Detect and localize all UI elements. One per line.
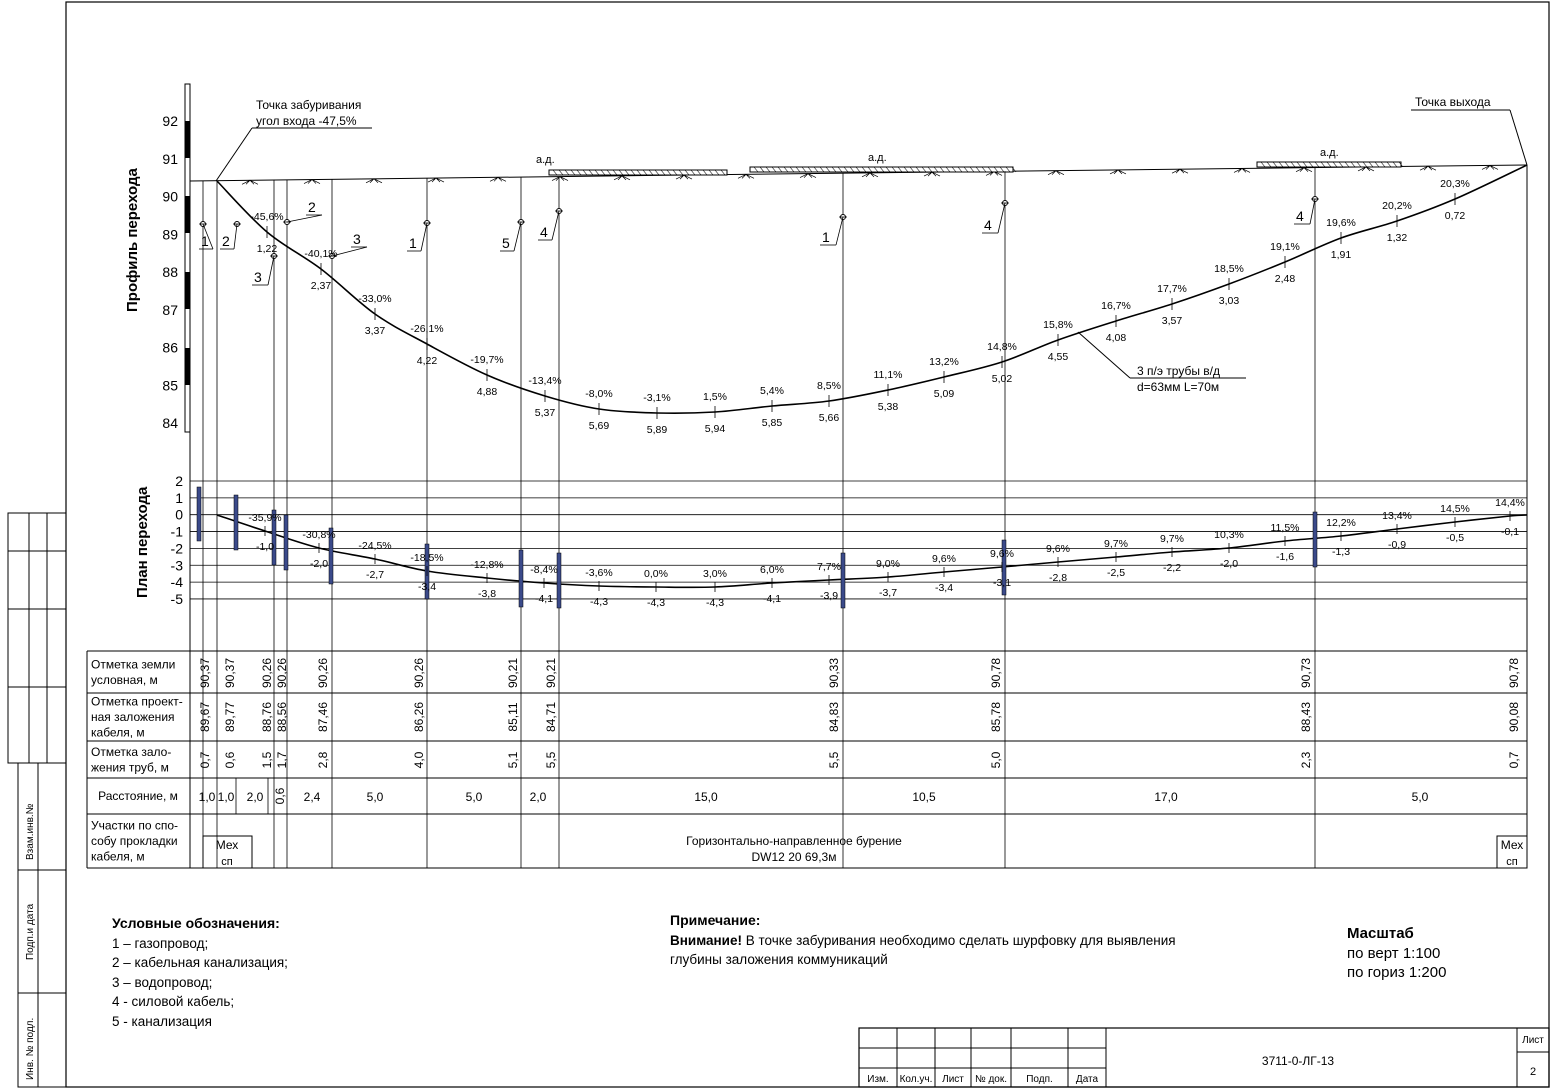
utility-markers [199, 197, 1319, 286]
data-table [87, 84, 1527, 868]
plan-slope-label: -35,9% [248, 512, 282, 524]
plan-offset-label: -2,5 [1106, 567, 1126, 579]
utility-marker-label: 2 [308, 199, 316, 215]
plan-offset-label: -2,2 [1162, 562, 1182, 574]
profile-slope-label: 19,1% [1270, 241, 1300, 253]
side-stamp-replace: Взам.инв.№ [25, 803, 36, 860]
profile-slope-label: 11,1% [873, 369, 903, 381]
utility-marker-label: 1 [201, 233, 209, 249]
profile-slope-label: 18,5% [1214, 263, 1244, 275]
ground-mark: 90,73 [1299, 657, 1313, 689]
note-body [670, 931, 1190, 970]
plan-y-tick: 0 [175, 506, 183, 523]
plan-slope-label: 10,3% [1214, 529, 1244, 541]
row-header-label: Расстояние, м [98, 789, 178, 803]
profile-depth-label: 1,22 [256, 243, 278, 255]
profile-slope-label: 13,2% [929, 356, 959, 368]
distance-value: 0,6 [273, 787, 287, 805]
profile-y-tick: 88 [162, 264, 178, 280]
plan-slope-label: 14,4% [1495, 497, 1525, 509]
method-row [203, 834, 1527, 868]
plan-slope-label: -12,8% [470, 559, 504, 571]
mech-label: Мех [1500, 838, 1524, 852]
profile-depth-label: 0,72 [1444, 210, 1466, 222]
plan-slope-label: 9,7% [1160, 533, 1184, 545]
ground-mark: 90,37 [223, 657, 237, 689]
plan-y-tick: 1 [175, 489, 183, 506]
section-lines [203, 168, 1315, 868]
profile-y-tick: 89 [162, 226, 178, 243]
profile-depth-label: 2,37 [310, 280, 332, 292]
plan-offset-label: -4,3 [589, 596, 609, 608]
profile-slope-label: -8,0% [585, 388, 613, 400]
mech-label-2: сп [221, 856, 233, 868]
road-label: а.д. [536, 154, 555, 166]
distance-value: 15,0 [694, 790, 718, 804]
profile-depth-label: 5,94 [704, 423, 726, 435]
plan-offset-label: -3,7 [878, 587, 898, 599]
stamp-col-label: Дата [1075, 1074, 1099, 1085]
profile-slope-label: -3,1% [643, 392, 671, 404]
plan-offset-label: -4,3 [646, 597, 666, 609]
pipe-depth: 5,0 [989, 751, 1003, 769]
side-stamp [8, 513, 66, 1087]
plan-offset-label: -3,4 [417, 581, 437, 593]
utility-marker-label: 5 [502, 235, 510, 251]
distance-value: 2,4 [303, 790, 321, 804]
profile-y-tick: 90 [162, 188, 178, 205]
plan-slope-label: 6,0% [760, 564, 784, 576]
distance-value: 10,5 [912, 790, 936, 804]
plan-offset-label: -0,1 [1500, 526, 1520, 538]
legend-title: Условные обозначения: [112, 915, 280, 931]
plan-offset-label: -2,8 [1048, 572, 1068, 584]
legend-item: 4 - силовой кабель; [112, 994, 235, 1009]
plan-offset-label: -4,1 [534, 593, 554, 605]
ground-mark: 90,21 [544, 657, 558, 689]
utility-marker-label: 3 [254, 269, 262, 285]
pipe-callout [1078, 332, 1246, 394]
pipe-depth: 2,8 [316, 751, 330, 769]
profile-depth-label: 3,03 [1218, 295, 1240, 307]
utility-marker-label: 2 [222, 233, 230, 249]
plan-y-tick: -3 [170, 557, 183, 574]
ground-mark: 90,37 [198, 657, 212, 689]
plan-offset-label: -3,8 [477, 588, 497, 600]
profile-y-tick: 91 [162, 150, 178, 167]
profile-y-tick: 85 [162, 377, 178, 394]
profile-y-tick: 87 [162, 301, 178, 318]
pipe-depth: 4,0 [412, 751, 426, 769]
profile-points [250, 178, 1470, 436]
cable-mark: 89,67 [198, 701, 212, 733]
pipe-depth: 0,7 [198, 751, 212, 769]
plan-slope-label: -30,8% [302, 529, 336, 541]
note [670, 911, 1190, 970]
utility-marker-label: 4 [540, 224, 548, 240]
plan-offset-label: -3,1 [992, 577, 1012, 589]
profile-depth-label: 3,57 [1161, 315, 1183, 327]
profile-depth-label: 5,37 [534, 407, 556, 419]
plan-slope-label: 9,7% [1104, 538, 1128, 550]
plan-y-tick: -5 [170, 590, 183, 607]
ground-mark: 90,26 [316, 657, 330, 689]
profile-depth-label: 5,85 [761, 417, 783, 429]
plan-slope-label: 9,6% [1046, 543, 1070, 555]
profile-slope-label: 17,7% [1157, 283, 1187, 295]
pipe-depth: 5,5 [827, 751, 841, 769]
plan-axis-title: План перехода [134, 486, 151, 598]
profile-depth-label: 4,88 [476, 386, 498, 398]
cable-mark: 90,08 [1507, 701, 1521, 733]
utility-marker-label: 4 [1296, 208, 1304, 224]
note-attention: Внимание! [670, 932, 742, 948]
profile-slope-label: 15,8% [1043, 319, 1073, 331]
profile-scale-bar [185, 84, 190, 432]
plan-slope-label: 11,5% [1270, 522, 1300, 534]
sheet-label: Лист [1522, 1035, 1544, 1046]
profile-slope-label: -26,1% [410, 323, 444, 335]
row-header-label: собу прокладки [91, 834, 178, 848]
cable-mark: 84,71 [544, 701, 558, 733]
ground-mark: 90,78 [989, 657, 1003, 689]
title-block [859, 1028, 1549, 1087]
cable-mark: 86,26 [412, 701, 426, 733]
stamp-col-label: Лист [942, 1074, 964, 1085]
stamp-col-label: Кол.уч. [899, 1074, 933, 1085]
legend-item: 3 – водопровод; [112, 974, 213, 990]
plan-offset-label: -0,5 [1445, 532, 1465, 544]
plan-y-tick: -2 [170, 540, 183, 557]
road-label: а.д. [868, 152, 887, 164]
mech-label: Мех [215, 838, 239, 852]
plan-offset-label: -0,9 [1387, 539, 1407, 551]
profile-slope-label: 20,3% [1440, 178, 1470, 190]
plan-offset-label: -3,9 [819, 590, 839, 602]
stamp-col-label: Изм. [867, 1074, 889, 1085]
row-header-label: кабеля, м [91, 725, 145, 740]
row-header-label: Отметка проект- [91, 694, 183, 709]
exit-label: Точка выхода [1415, 95, 1491, 109]
ground-mark: 90,26 [412, 657, 426, 689]
plan-y-tick: -1 [170, 523, 183, 540]
profile-slope-label: 16,7% [1101, 300, 1131, 312]
ground-mark: 90,78 [1507, 657, 1521, 689]
distance-value: 2,0 [529, 790, 547, 804]
plan-slope-label: -24,5% [358, 540, 392, 552]
cable-mark: 87,46 [316, 701, 330, 733]
cable-mark: 88,56 [275, 701, 289, 733]
row-header-label: ная заложения [91, 710, 175, 724]
roads [536, 147, 1403, 175]
plan-slope-label: -3,6% [585, 567, 613, 579]
cable-mark: 88,43 [1299, 701, 1313, 733]
hdd-machine-label: DW12 20 69,3м [751, 850, 837, 864]
profile-slope-label: 5,4% [760, 385, 784, 397]
plan-slope-label: 3,0% [703, 568, 727, 580]
distance-value: 2,0 [246, 790, 264, 804]
legend [112, 914, 288, 1031]
plan-y-tick: 2 [175, 473, 183, 489]
plan-slope-label: 7,7% [817, 561, 841, 573]
profile-depth-label: 4,55 [1047, 351, 1069, 363]
plan-slope-label: 9,6% [932, 553, 956, 565]
legend-item: 2 – кабельная канализация; [112, 955, 288, 970]
pipe-depth: 1,5 [260, 751, 274, 769]
pipe-label-1: 3 п/э трубы в/д [1137, 364, 1221, 378]
plan-offset-label: -2,7 [365, 569, 385, 581]
profile-depth-label: 5,38 [877, 401, 899, 413]
plan-slope-label: 9,0% [876, 558, 900, 570]
plan-offset-label: -2,0 [1219, 558, 1239, 570]
profile-slope-label: -33,0% [358, 293, 392, 305]
pipe-depth: 5,5 [544, 751, 558, 769]
profile-slope-label: 20,2% [1382, 200, 1412, 212]
profile-slope-label: 8,5% [817, 380, 841, 392]
plan-offset-label: -3,4 [934, 582, 954, 594]
pipe-label-2: d=63мм L=70м [1137, 380, 1220, 394]
row-header-label: жения труб, м [91, 760, 169, 775]
note-title: Примечание: [670, 912, 761, 928]
mech-label-2: сп [1506, 856, 1518, 868]
cable-mark: 84,83 [827, 701, 841, 733]
distance-value: 17,0 [1154, 790, 1178, 804]
plan-slope-label: 12,2% [1326, 517, 1356, 529]
profile-depth-label: 5,09 [933, 388, 955, 400]
plan-y-tick: -4 [170, 574, 183, 591]
profile-depth-label: 1,91 [1330, 249, 1352, 261]
legend-item: 1 – газопровод; [112, 935, 209, 951]
plan-offset-label: -1,6 [1275, 551, 1295, 563]
plan-slope-label: -8,4% [530, 564, 558, 576]
utility-marker-label: 1 [409, 235, 417, 251]
plan-slope-label: 0,0% [644, 568, 668, 580]
utility-marker-label: 4 [984, 217, 992, 233]
plan-points [248, 497, 1525, 609]
scale-block [1347, 924, 1446, 983]
entry-angle-label: угол входа -47,5% [256, 114, 357, 128]
scale-vertical: по верт 1:100 [1347, 944, 1441, 962]
plan-offset-label: -2,0 [309, 558, 329, 570]
ground-mark: 90,26 [275, 657, 289, 689]
plan-y-ticks [171, 473, 184, 607]
entry-label: Точка забуривания [256, 98, 362, 112]
profile-axis-title: Профиль перехода [124, 168, 141, 312]
scale-horizontal: по гориз 1:200 [1347, 964, 1447, 981]
pipe-depth: 2,3 [1299, 751, 1313, 769]
pipe-depth: 0,7 [1507, 751, 1521, 769]
stamp-col-label: № док. [974, 1074, 1008, 1085]
profile-y-tick: 86 [162, 339, 178, 356]
profile-slope-label: 1,5% [703, 391, 727, 403]
cable-mark: 85,78 [989, 701, 1003, 733]
side-stamp-sign: Подп.и дата [25, 903, 36, 960]
profile-slope-label: -40,1% [304, 248, 338, 260]
plan-offset-label: -1,3 [1331, 546, 1351, 558]
utility-marker-label: 1 [822, 229, 830, 245]
profile-y-tick: 92 [162, 113, 178, 129]
row-header-label: условная, м [91, 672, 158, 687]
profile-slope-label: -45,6% [250, 211, 284, 223]
distance-value: 1,0 [217, 790, 235, 804]
sheet-number: 2 [1529, 1066, 1537, 1078]
profile-depth-label: 5,66 [818, 412, 840, 424]
road-label: а.д. [1320, 147, 1339, 159]
profile-slope-label: -13,4% [528, 375, 562, 387]
plan-offset-label: -1,0 [255, 541, 275, 553]
row-header-label: кабеля, м [91, 849, 145, 864]
profile-y-tick: 84 [162, 415, 178, 431]
pipe-profile-curve [217, 165, 1527, 413]
doc-code: 3711-0-ЛГ-13 [1261, 1054, 1335, 1068]
plan-slope-label: 13,4% [1382, 510, 1412, 522]
profile-y-ticks [162, 113, 178, 431]
ground-mark: 90,21 [506, 657, 520, 689]
legend-item: 5 - канализация [112, 1013, 212, 1029]
hdd-method-label: Горизонтально-направленное бурение [686, 834, 902, 848]
ground-mark: 90,33 [827, 657, 841, 689]
row-header-label: Отметка зало- [91, 744, 172, 759]
distance-value: 5,0 [366, 790, 384, 804]
profile-slope-label: -19,7% [470, 354, 504, 366]
row-header-label: Участки по спо- [91, 818, 179, 833]
profile-depth-label: 1,32 [1386, 232, 1408, 244]
distance-value: 1,0 [198, 790, 216, 804]
profile-depth-label: 5,89 [646, 424, 668, 436]
cable-mark: 88,76 [260, 701, 274, 733]
profile-depth-label: 5,69 [588, 420, 610, 432]
distance-value: 5,0 [465, 790, 483, 804]
plan-slope-label: 14,5% [1440, 503, 1470, 515]
row-header-label: Отметка земли [91, 657, 176, 672]
pipe-depth: 5,1 [506, 751, 520, 769]
side-stamp-inv: Инв. № подл. [25, 1017, 36, 1080]
exit-point-callout [1411, 95, 1527, 165]
profile-depth-label: 4,08 [1105, 332, 1127, 344]
cable-mark: 85,11 [506, 702, 520, 732]
profile-depth-label: 4,22 [416, 355, 438, 367]
profile-slope-label: 19,6% [1326, 217, 1356, 229]
profile-depth-label: 3,37 [364, 325, 386, 337]
plan-slope-label: -18,5% [410, 552, 444, 564]
utility-marker-label: 3 [353, 231, 361, 247]
stamp-col-label: Подп. [1026, 1074, 1053, 1085]
profile-slope-label: 14,8% [987, 341, 1017, 353]
entry-point-callout [216, 98, 372, 181]
pipe-depth: 1,7 [275, 751, 289, 769]
plan-offset-label: -4,3 [705, 597, 725, 609]
profile-depth-label: 5,02 [991, 373, 1013, 385]
plan-slope-label: 9,6% [990, 548, 1014, 560]
pipe-depth: 0,6 [223, 751, 237, 769]
note-text: В точке забуривания необходимо сделать шурфовку для выявления глубины заложения коммуникаций [670, 932, 1176, 967]
profile-depth-label: 2,48 [1274, 273, 1296, 285]
plan-offset-label: -4,1 [762, 593, 782, 605]
scale-title: Масштаб [1347, 925, 1414, 942]
ground-mark: 90,26 [260, 657, 274, 689]
cable-mark: 89,77 [223, 701, 237, 733]
distance-value: 5,0 [1411, 790, 1429, 804]
